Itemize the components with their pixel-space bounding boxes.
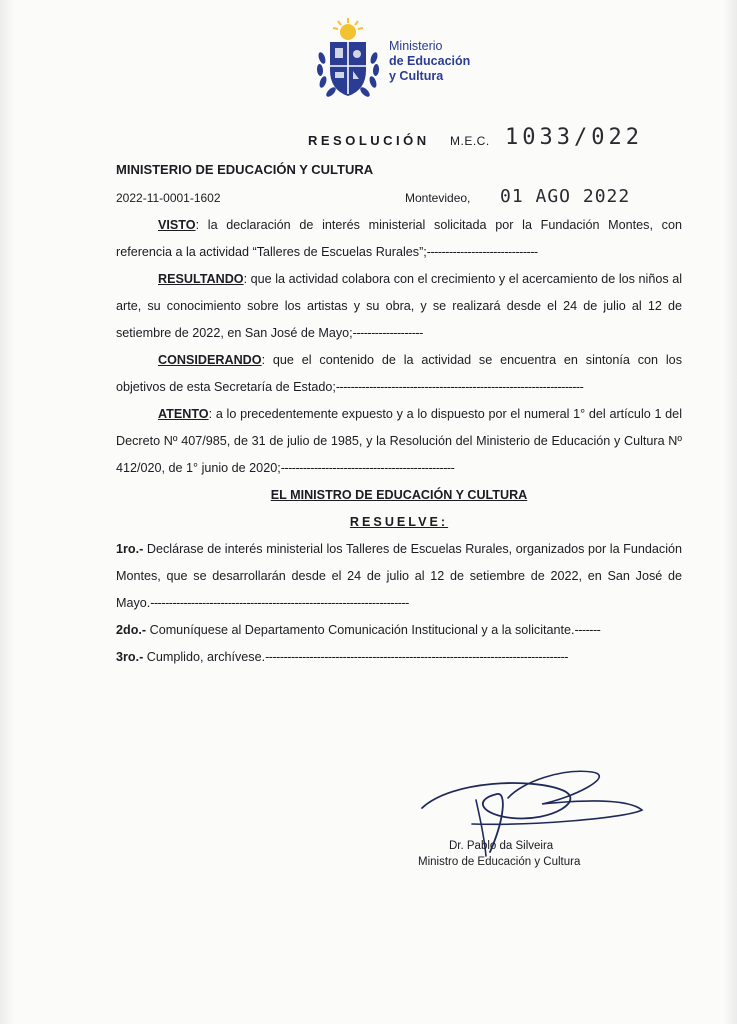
visto-text: : la declaración de interés ministerial solicitada por la Fundación Montes, con referencia a la actividad “Talleres de Escuelas Rurales”;: [116, 218, 682, 259]
visto-label: VISTO: [158, 218, 196, 232]
uruguay-coat-of-arms-logo: [312, 18, 384, 102]
resuelve-heading: RESUELVE:: [349, 515, 449, 529]
visto-paragraph: [116, 212, 682, 266]
signer-name: Dr. Pablo da Silveira: [449, 840, 554, 852]
resultando-paragraph: [116, 266, 682, 347]
signer-role: Ministro de Educación y Cultura: [418, 856, 581, 868]
resultando-dashes: -------------------: [352, 326, 423, 340]
resolution-mec: M.E.C.: [450, 134, 490, 148]
place-label: Montevideo,: [405, 191, 471, 205]
resultando-label: RESULTANDO: [158, 272, 244, 286]
atento-label: ATENTO: [158, 407, 209, 421]
resolution-body: [116, 212, 682, 671]
item-1-text: Declárase de interés ministerial los Talleres de Escuelas Rurales, organizados por la Fundación Montes, que se desarrollarán desde el 24 de julio al 12 de setiembre de 2022, en San José de Mayo.: [116, 542, 682, 610]
ministry-name-line-2: de Educación: [389, 54, 471, 68]
resultando-text: : que la actividad colabora con el crecimiento y el acercamiento de los niños al arte, su conocimiento sobre los artistas y su obra, y se realizará desde el 24 de julio al 12 de setiembre de 2022, en San José de Mayo;: [116, 272, 682, 340]
file-number: 2022-11-0001-1602: [116, 191, 221, 205]
item-3-label: 3ro.-: [116, 650, 144, 664]
item-1-dashes: ----------------------------------------------------------------------: [150, 596, 409, 610]
atento-text: : a lo precedentemente expuesto y a lo dispuesto por el numeral 1° del artículo 1 del Decreto Nº 407/985, de 31 de julio de 1985, y la Resolución del Ministerio de Educación y Cultura Nº 412/020, de 1° junio de 2020;: [116, 407, 682, 475]
considerando-label: CONSIDERANDO: [158, 353, 262, 367]
visto-dashes: ------------------------------: [426, 245, 538, 259]
resolution-number-stamp: 1033/022: [505, 125, 643, 150]
page-edge-right: [723, 0, 737, 1024]
resolve-item-1: [116, 536, 682, 617]
page-edge-left: [0, 0, 14, 1024]
atento-dashes: -----------------------------------------------: [280, 461, 455, 475]
item-2-text: Comuníquese al Departamento Comunicación Institucional y a la solicitante.: [146, 623, 575, 637]
handwritten-signature: [412, 760, 652, 870]
resolve-item-2: [116, 617, 682, 644]
considerando-paragraph: [116, 347, 682, 401]
resolution-label: RESOLUCIÓN: [308, 133, 430, 148]
ministry-name-line-3: y Cultura: [389, 69, 444, 83]
considerando-dashes: -------------------------------------------------------------------: [335, 380, 584, 394]
item-3-dashes: ----------------------------------------------------------------------------------: [265, 650, 568, 664]
shield-icon: [330, 42, 366, 96]
ministry-name-line-1: Ministerio: [389, 39, 443, 53]
date-stamp: 01 AGO 2022: [500, 186, 631, 207]
minister-title: EL MINISTRO DE EDUCACIÓN Y CULTURA: [270, 488, 528, 502]
sun-rays-icon: [333, 18, 363, 40]
atento-paragraph: [116, 401, 682, 482]
item-3-text: Cumplido, archívese.: [143, 650, 266, 664]
considerando-text: : que el contenido de la actividad se encuentra en sintonía con los objetivos de esta Secretaría de Estado;: [116, 353, 682, 394]
item-1-label: 1ro.-: [116, 542, 144, 556]
item-2-dashes: -------: [574, 623, 601, 637]
item-2-label: 2do.-: [116, 623, 147, 637]
resolve-item-3: [116, 644, 682, 671]
ministry-logo-text: [389, 39, 470, 84]
issuer-heading: MINISTERIO DE EDUCACIÓN Y CULTURA: [116, 162, 374, 177]
